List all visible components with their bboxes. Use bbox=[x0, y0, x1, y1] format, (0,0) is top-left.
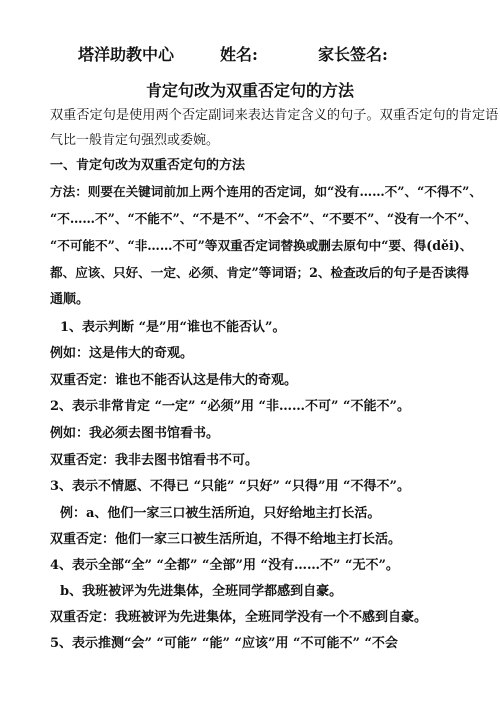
example-line: 例：a、他们一家三口被生活所迫，只好给地主打长活。 bbox=[60, 506, 381, 521]
answer-line: 双重否定：他们一家三口被生活所迫，不得不给地主打长活。 bbox=[50, 532, 402, 547]
example-line: b、我班被评为先进集体，全班同学都感到自豪。 bbox=[60, 584, 343, 599]
body-line: 双重否定句是使用两个否定副词来表达肯定含义的句子。双重否定句的肯定语 bbox=[50, 108, 499, 123]
tutoring-center-name: 塔洋助教中心 bbox=[78, 45, 175, 64]
rule-heading: 5、表示推测“会” “可能” “能” “应该”用 “不可能不” “不会 bbox=[50, 636, 398, 651]
example-line: 例如：我必须去图书馆看书。 bbox=[50, 426, 220, 441]
parent-signature-label: 家长签名: bbox=[318, 45, 388, 64]
rule-heading: 1、表示判断 “是”用“谁也不能否认”。 bbox=[60, 320, 286, 335]
answer-line: 双重否定：我非去图书馆看书不可。 bbox=[50, 453, 259, 468]
body-line: “不可能不”、“非……不可”等双重否定词替换或删去原句中“要、得(děi)、 bbox=[50, 238, 473, 253]
answer-line: 双重否定：我班被评为先进集体，全班同学没有一个不感到自豪。 bbox=[50, 610, 428, 625]
body-line: “不……不”、“不能不”、“不是不”、“不会不”、“不要不”、“没有一个不”、 bbox=[50, 211, 477, 226]
document-header bbox=[0, 42, 500, 68]
example-line: 例如：这是伟大的奇观。 bbox=[50, 346, 194, 361]
page-title: 肯定句改为双重否定句的方法 bbox=[145, 81, 354, 100]
rule-heading: 2、表示非常肯定 “一定” “必须”用 “非……不可” “不能不”。 bbox=[50, 399, 410, 414]
body-line: 方法：则要在关键词前加上两个连用的否定词，如“没有……不”、“不得不”、 bbox=[50, 184, 482, 199]
answer-line: 双重否定：谁也不能否认这是伟大的奇观。 bbox=[50, 373, 298, 388]
body-line: 都、应该、只好、一定、必须、肯定”等词语；2、检查改后的句子是否读得 bbox=[50, 265, 470, 280]
rule-heading: 3、表示不情愿、不得已 “只能” “只好” “只得”用 “不得不”。 bbox=[50, 479, 410, 494]
section-heading: 一、肯定句改为双重否定句的方法 bbox=[50, 158, 246, 173]
rule-heading: 4、表示全部“全” “全都” “全部”用 “没有……不” “无不”。 bbox=[50, 558, 399, 573]
name-label: 姓名: bbox=[220, 45, 258, 64]
body-line: 通顺。 bbox=[50, 292, 90, 307]
body-line: 气比一般肯定句强烈或委婉。 bbox=[50, 133, 220, 148]
